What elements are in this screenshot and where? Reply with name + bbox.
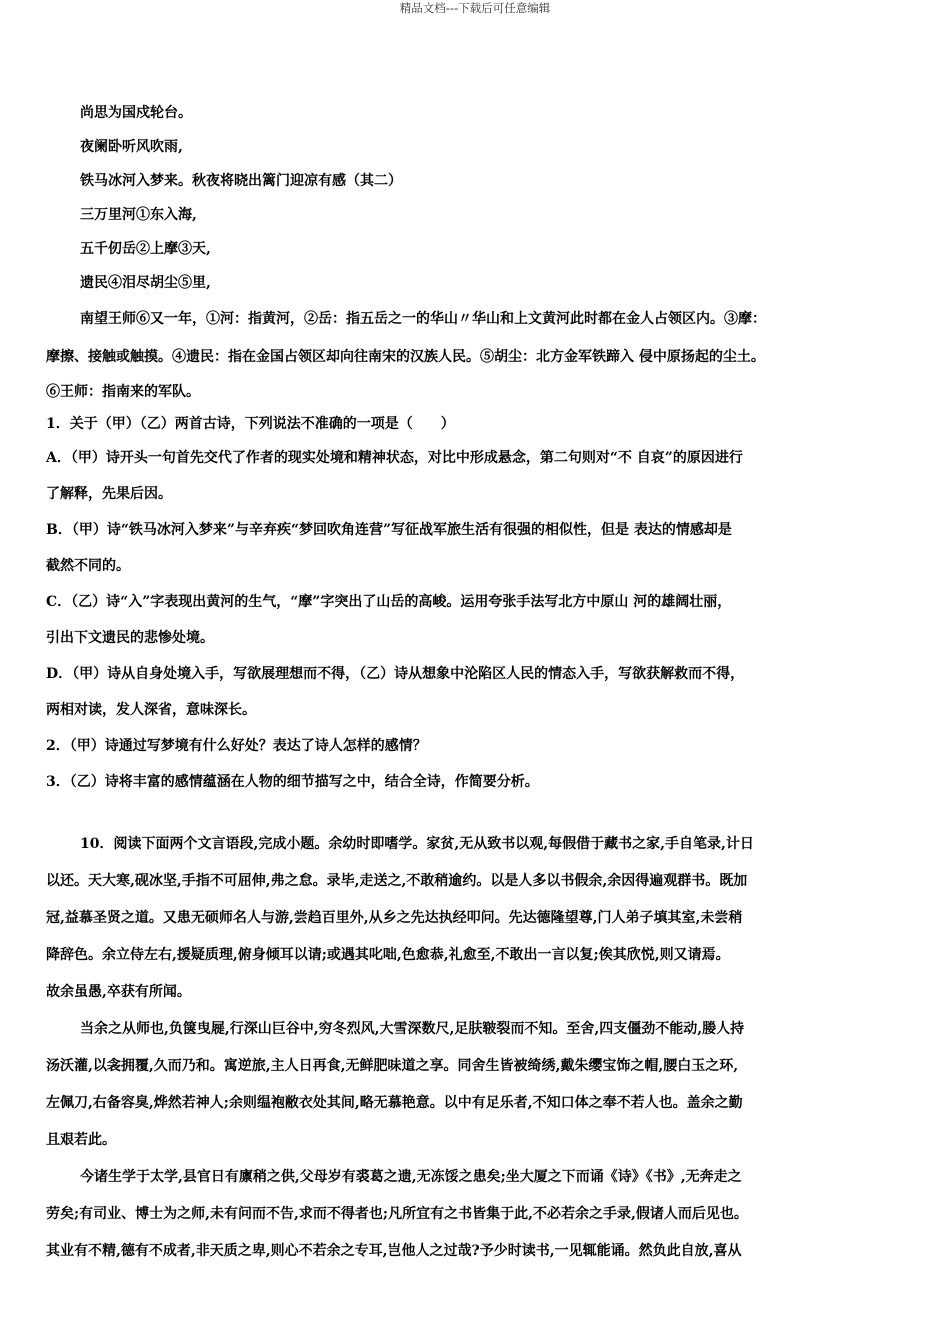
question-block bbox=[46, 408, 906, 800]
question-2: 2．（甲）诗通过写梦境有什么好处？表达了诗人怎样的感情？ bbox=[46, 738, 427, 754]
option-c: C．（乙）诗“入”字表现出黄河的生气，“摩”字突出了山岳的高峻。运用夸张手法写北方中原山 河的雄阔壮丽， bbox=[46, 594, 732, 610]
passage-line: 左佩刀,右备容臭,烨然若神人;余则缊袍敝衣处其间,略无慕艳意。以中有足乐者,不知口体之奉不若人也。盖余之勤 bbox=[46, 1095, 743, 1111]
option-d: D．（甲）诗从自身处境入手，写欲展理想而不得，（乙）诗从想象中沦陷区人民的情态入手，写欲获解救而不得， bbox=[46, 666, 745, 682]
passage-line: 其业有不精,德有不成者,非天质之卑,则心不若余之专耳,岂他人之过哉?予少时读书,一见辄能诵。然负此自放,喜从 bbox=[46, 1243, 742, 1259]
classical-passage bbox=[46, 826, 906, 1270]
option-a-cont: 了解释，先果后因。 bbox=[46, 486, 172, 502]
option-a: A．（甲）诗开头一句首先交代了作者的现实处境和精神状态，对比中形成悬念，第二句则对“不 自哀”的原因进行 bbox=[46, 450, 743, 466]
poem-line: 铁马冰河入梦来。秋夜将晓出篱门迎凉有感（其二） bbox=[80, 173, 402, 189]
option-c-cont: 引出下文遗民的悲惨处境。 bbox=[46, 630, 214, 646]
passage-line: 今诸生学于太学,县官日有廪稍之供,父母岁有裘葛之遗,无冻馁之患矣;坐大厦之下而诵《诗》《书》,无奔走之 bbox=[80, 1169, 742, 1185]
document-body bbox=[46, 96, 906, 1270]
option-b: B．（甲）诗“铁马冰河入梦来”与辛弃疾“梦回吹角连营”写征战军旅生活有很强的相似性，但是 表达的情感却是 bbox=[46, 522, 732, 538]
passage-line: 降辞色。余立侍左右,援疑质理,俯身倾耳以请;或遇其叱咄,色愈恭,礼愈至,不敢出一言以复;俟其欣悦,则又请焉。 bbox=[46, 947, 730, 963]
poem-block bbox=[46, 96, 906, 300]
poem-line: 夜阑卧听风吹雨, bbox=[80, 139, 183, 155]
page-header: 精品文档---下载后可任意编辑 bbox=[399, 1, 551, 15]
annotation-line: 摩擦、接触或触摸。④遗民：指在金国占领区却向往南宋的汉族人民。⑤胡尘：北方金军铁蹄入 侵中原扬起的尘土。 bbox=[46, 349, 765, 365]
option-b-cont: 截然不同的。 bbox=[46, 558, 130, 574]
passage-line: 且艰若此。 bbox=[46, 1132, 116, 1148]
question-stem: 1．关于（甲）（乙）两首古诗，下列说法不准确的一项是（ ） bbox=[46, 416, 455, 432]
question-3: 3．（乙）诗将丰富的感情蕴涵在人物的细节描写之中，结合全诗，作简要分析。 bbox=[46, 774, 539, 790]
poem-line: 尚思为国戍轮台。 bbox=[80, 105, 192, 121]
poem-line: 遗民④泪尽胡尘⑤里, bbox=[80, 275, 211, 291]
annotation-line: ⑥王师：指南来的军队。 bbox=[46, 384, 200, 400]
passage-line: 劳矣;有司业、博士为之师,未有问而不告,求而不得者也;凡所宜有之书皆集于此,不必若余之手录,假诸人而后见也。 bbox=[46, 1206, 748, 1222]
passage-line: 冠,益慕圣贤之道。又患无硕师名人与游,尝趋百里外,从乡之先达执经叩问。先达德隆望尊,门人弟子填其室,未尝稍 bbox=[46, 910, 743, 926]
passage-line: 10．阅读下面两个文言语段,完成小题。余幼时即嗜学。家贫,无从致书以观,每假借于藏书之家,手自笔录,计日 bbox=[80, 836, 754, 852]
passage-line: 汤沃灌,以衾拥覆,久而乃和。寓逆旅,主人日再食,无鲜肥味道之享。同舍生皆被绮绣,戴朱缨宝饰之帽,腰白玉之环, bbox=[46, 1058, 739, 1074]
poem-line: 三万里河①东入海, bbox=[80, 207, 197, 223]
passage-line: 当余之从师也,负箧曳屣,行深山巨谷中,穷冬烈风,大雪深数尺,足肤皲裂而不知。至舍,四支僵劲不能动,媵人持 bbox=[80, 1021, 745, 1037]
annotation-line: 南望王师⑥又一年，①河：指黄河，②岳：指五岳之一的华山〃华山和上文黄河此时都在金人占领区内。③摩： bbox=[80, 311, 766, 327]
annotation-block bbox=[46, 300, 906, 408]
option-d-cont: 两相对读，发人深省，意味深长。 bbox=[46, 702, 256, 718]
passage-line: 以还。天大寒,砚冰坚,手指不可屈伸,弗之怠。录毕,走送之,不敢稍逾约。以是人多以书假余,余因得遍观群书。既加 bbox=[46, 873, 748, 889]
passage-line: 故余虽愚,卒获有所闻。 bbox=[46, 984, 191, 1000]
poem-line: 五千仞岳②上摩③天, bbox=[80, 241, 211, 257]
